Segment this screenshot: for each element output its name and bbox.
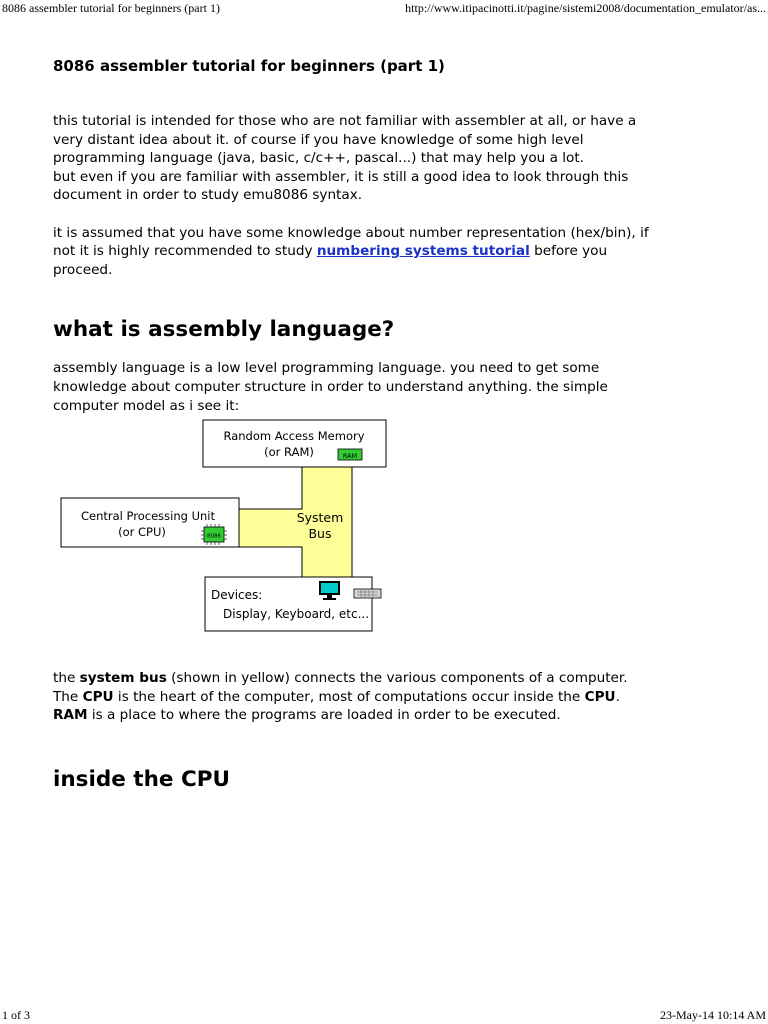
document-content	[53, 50, 723, 794]
svg-text:8086: 8086	[207, 533, 221, 540]
cpu-chip-icon	[201, 524, 227, 545]
numbering-systems-link[interactable]: numbering systems tutorial	[316, 243, 530, 260]
svg-text:RAM: RAM	[342, 452, 358, 461]
devices-label-line2: Display, Keyboard, etc...	[223, 607, 370, 622]
print-header-url: http://www.itipacinotti.it/pagine/sistemi2008/documentation_emulator/as...	[405, 1, 766, 15]
keyboard-icon	[354, 589, 381, 598]
cpu-label-line2: (or CPU)	[118, 525, 166, 540]
heading-inside-the-cpu: inside the CPU	[53, 766, 230, 792]
ram-chip-icon	[338, 449, 362, 460]
print-header	[0, 0, 768, 16]
devices-label-line1: Devices:	[211, 588, 263, 603]
intro-paragraph: this tutorial is intended for those who are not familiar with assembler at all, or have a very distant idea about it. of course if you have knowledge of some high level programming language (java, basic, c/c++, pascal...) that may help you a lot. but even if you are familiar with assembler, it is still a good idea to look through this document in order to study emu8086 syntax.	[53, 113, 637, 204]
print-footer	[0, 1007, 768, 1023]
numbering-paragraph: it is assumed that you have some knowledge about number representation (hex/bin), if not it is highly recommended to study numbering systems tutorial before you proceed.	[53, 224, 649, 278]
print-header-title: 8086 assembler tutorial for beginners (part 1)	[2, 1, 220, 15]
print-timestamp: 23-May-14 10:14 AM	[660, 1008, 766, 1022]
ram-label-line1: Random Access Memory	[223, 429, 365, 444]
page-title: 8086 assembler tutorial for beginners (part 1)	[53, 57, 445, 75]
computer-model-diagram	[53, 419, 723, 659]
cpu-label-line1: Central Processing Unit	[80, 509, 216, 524]
bus-label-line1: System	[296, 510, 344, 526]
bus-paragraph: the system bus (shown in yellow) connects the various components of a computer. The CPU is the heart of the computer, most of computations occur inside the CPU. RAM is a place to where the programs are loaded in order to be executed.	[53, 670, 628, 724]
devices-box	[205, 577, 372, 631]
heading-what-is-assembly: what is assembly language?	[53, 317, 395, 343]
bus-label-line2: Bus	[308, 526, 332, 542]
page-counter: 1 of 3	[2, 1008, 30, 1022]
assembly-paragraph: assembly language is a low level programming language. you need to get some knowledge about computer structure in order to understand anything. the simple computer model as i see it:	[53, 360, 608, 414]
ram-label-line2: (or RAM)	[264, 445, 314, 460]
